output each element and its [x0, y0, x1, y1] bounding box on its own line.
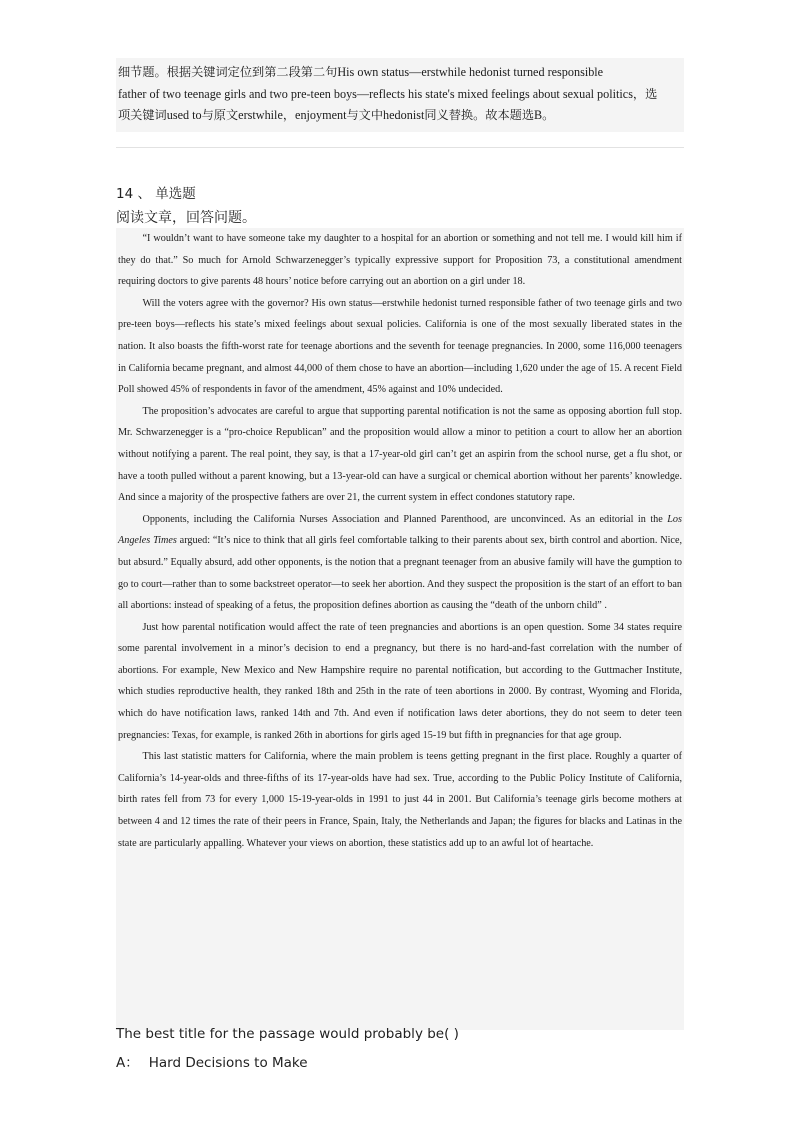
section-divider — [116, 147, 684, 148]
paragraph-4-text-end: argued: “It’s nice to think that all girls feel comfortable talking to their parents about sex, birth control and abortion. Nice, but absurd.” Equally absurd, add other opponents, is the notion that a pregnant teenager from an abusive family will have the gumption to go to court—rather than to some backstreet operator—to seek her abortion. And they suspect the proposition is the start of an effort to ban all abortions: instead of speaking of a fetus, the proposition defines abortion as causing the “death of the unborn child” . — [118, 535, 683, 612]
explanation-line: 细节题。根据关键词定位到第二段第二句His own status—erstwhile hedonist turned responsible — [118, 65, 604, 79]
passage-paragraph-1: “I wouldn’t want to have someone take my daughter to a hospital for an abortion or something and not tell me. I would kill him if they do that.” So much for Arnold Schwarzenegger’s typically expressive support for Proposition 73, a constitutional amendment requiring doctors to give parents 48 hours’ notice before carrying out an abortion on a girl under 18. — [118, 233, 682, 288]
explanation-line: 项关键词used to与原文erstwhile，enjoyment与文中hedonist同义替换。故本题选B。 — [118, 108, 555, 122]
question-instruction: 阅读文章，回答问题。 — [116, 210, 256, 226]
explanation-scan-image — [116, 58, 684, 132]
option-a-label: A： — [116, 1055, 139, 1071]
passage-paragraph-3: The proposition’s advocates are careful to argue that supporting parental notification is not the same as opposing abortion full stop. Mr. Schwarzenegger is a “pro-choice Republican” and the proposition would allow a minor to petition a court to allow her an abortion without notifying a parent. The real point, they say, is that a 17-year-old girl can’t get an aspirin from the school nurse, get a flu shot, or have a tooth pulled without a parent knowing, but a 13-year-old can have a surgical or chemical abortion without her parents’ knowledge. And since a majority of the prospective fathers are over 21, the current system in effect condones statutory rape. — [118, 405, 682, 504]
option-a-text: Hard Decisions to Make — [148, 1055, 308, 1071]
passage-paragraph-6: This last statistic matters for California, where the main problem is teens getting pregnant in the first place. Roughly a quarter of California’s 14-year-olds and three-fifths of its 17-year-olds have had sex. True, according to the Public Policy Institute of California, birth rates fell from 73 for every 1,000 15-19-year-olds in 1991 to just 44 in 2001. But California’s teenage girls become mothers at between 4 and 12 times the rate of their peers in France, Spain, Italy, the Netherlands and Japan; the figures for blacks and Latinas in the state are particularly appalling. Whatever your views on abortion, these statistics add up to an awful lot of heartache. — [118, 751, 682, 849]
explanation-line: father of two teenage girls and two pre-teen boys—reflects his state's mixed feelings about sexual politics，选 — [118, 86, 658, 101]
newspaper-title: Los Angeles Times — [118, 513, 682, 547]
question-stem: The best title for the passage would probably be( ) — [116, 1026, 459, 1042]
question-number: 14 、 单选题 — [116, 186, 196, 202]
option-a[interactable] — [116, 1051, 308, 1071]
paragraph-4-text-start: Opponents, including the California Nurses Association and Planned Parenthood, are unconvinced. As an editorial in the — [142, 513, 668, 525]
passage-paragraph-4 — [118, 509, 682, 617]
passage-scan-image — [116, 228, 684, 1030]
passage-paragraph-5: Just how parental notification would affect the rate of teen pregnancies and abortions is an open question. Some 34 states require some parental involvement in a minor’s decision to end a pregnancy, but there is no hard-and-fast correlation with the number of abortions. For example, New Mexico and New Hampshire require no parental notification, but according to the Guttmacher Institute, which studies reproductive health, they ranked 18th and 25th in the rate of teen abortions in 2000. By contrast, Wyoming and Florida, which do have notification laws, ranked 14th and 7th. And even if notification laws deter abortions, they do not seem to deter teen pregnancies: Texas, for example, is ranked 26th in abortions for girls aged 15-19 but fifth in pregnancies for that age group. — [118, 621, 682, 741]
passage-paragraph-2: Will the voters agree with the governor? His own status—erstwhile hedonist turned responsible father of two teenage girls and two pre-teen boys—reflects his state’s mixed feelings about sexual policies. California is one of the most sexually liberated states in the nation. It also boasts the fifth-worst rate for teenage abortions and the seventh for teenage pregnancies. In 2000, some 116,000 teenagers in California became pregnant, and almost 44,000 of them chose to have an abortion—including 1,620 under the age of 15. A recent Field Poll showed 45% of respondents in favor of the amendment, 45% against and 10% undecided. — [118, 297, 682, 396]
